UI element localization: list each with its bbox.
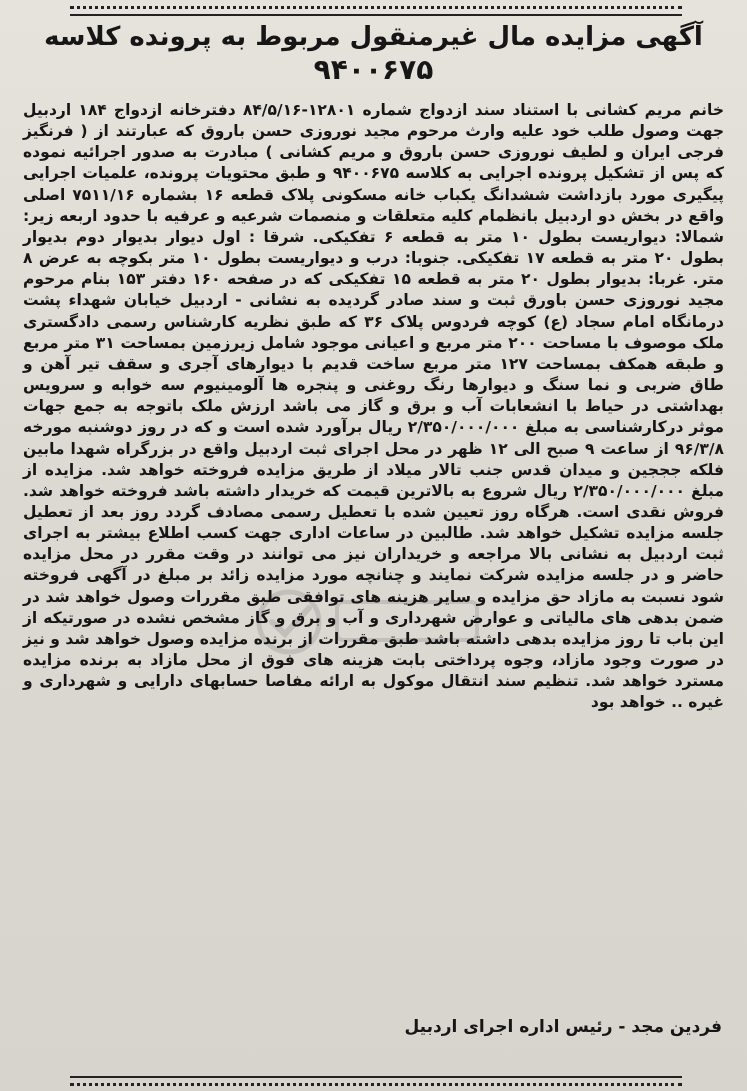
bottom-decorative-border [70,1076,682,1086]
notice-title: آگهی مزایده مال غیرمنقول مربوط به پرونده کلاسه [44,22,703,52]
case-number: ۹۴۰۰۶۷۵ [313,53,434,86]
notice-body: خانم مریم کشانی با استناد سند ازدواج شماره ۱۲۸۰۱-۸۴/۵/۱۶ دفترخانه ازدواج ۱۸۴ اردبیل جهت وصول طلب خود علیه وارث مرحوم مجید نوروزی حسن باروق که عبارتند از ( فرنگیز فرجی ایران و لطیف نوروزی حسن باروق و مریم کشانی ) مبادرت به صدور اجرائیه نموده که پس از تشکیل پرونده اجرایی به کلاسه ۹۴۰۰۶۷۵ و طبق محتویات پرونده، علمیات اجرایی پیگیری مورد بازداشت ششدانگ یکباب خانه مسکونی پلاک قطعه ۱۶ بشماره ۷۵۱۱/۱۶ اصلی واقع در بخش دو اردبیل بانظمام کلیه متعلقات و منصمات شرعیه و عرفیه با حدود اربعه زیر: شمالا: دیواریست بطول ۱۰ متر به قطعه ۶ تفکیکی. شرقا : اول دیوار بدیوار دوم بدیوار بطول ۲۰ متر به قطعه ۱۷ تفکیکی. جنوبا: درب و دیواریست بطول ۱۰ متر بکوچه به عرض ۸ متر. غربا: بدیوار بطول ۲۰ متر به قطعه ۱۵ تفکیکی که در صفحه ۱۶۰ دفتر ۱۵۳ بنام مرحوم مجید نوروزی حسن باورق ثبت و سند صادر گردیده به نشانی - اردبیل خیابان شهداء پشت درمانگاه امام سجاد (ع) کوچه فردوس پلاک ۳۶ که طبق نظریه کارشناس رسمی دادگستری ملک موصوف با مساحت ۲۰۰ متر مربع و اعیانی موجود شامل زیرزمین بمساحت ۳۱ متر مربع و طبقه همکف بمساحت ۱۲۷ متر مربع ساخت قدیم با دیوارهای آجری و سقف تیر آهن و طاق ضربی و نما سنگ و دیوارها رنگ روغنی و پنجره ها آلومینیوم سه خوابه و سرویس بهداشتی در حیاط با انشعابات آب و برق و گاز می باشد ارزش ملک باتوجه به جمع جهات موثر درکارشناسی به مبلغ ۲/۳۵۰/۰۰۰/۰۰۰ ریال برآورد شده است و که در روز دوشنبه مورخه ۹۶/۳/۸ از ساعت ۹ صبح الی ۱۲ ظهر در محل اجرای ثبت اردبیل واقع در بزرگراه شهدا مابین فلکه جججین و میدان قدس جنب تالار میلاد از طریق مزایده فروخته خواهد شد. مزایده از مبلغ ۲/۳۵۰/۰۰۰/۰۰۰ ریال شروع به بالاترین قیمت که خریدار داشته باشد فروخته خواهد شد. فروش نقدی است. هرگاه روز تعیین شده با تعطیل رسمی مصادف گردد روز بعد از تعطیل جلسه مزایده تشکیل خواهد شد. طالبین در ساعات اداری جهت کسب اطلاع بیشتر به اجرای ثبت اردبیل به نشانی بالا مراجعه و خریداران نیز می توانند در وقت مقرر در محل مزایده حاضر و در جلسه مزایده شرکت نمایند و چنانچه مورد مزایده زائد بر مبلغ در آگهی فروخته شود نسبت به مازاد حق مزایده و سایر هزینه های توافقی طبق مقررات وصول خواهد شد در ضمن بدهی های مالیاتی و عوارض شهرداری و آب و برق و گاز مشخص نشده در صورتیکه از این باب تا روز مزایده بدهی داشته باشد طبق مقررات از برنده مزایده وصول خواهد شد و نیز در صورت وجود مازاد، وجوه پرداختی بابت هزینه های فوق از محل مازاد به برنده مزایده مسترد خواهد شد. تنظیم سند انتقال موکول به ارائه مفاصا حسابهای دارایی و شهرداری و غیره .. خواهد بود [23,101,725,712]
signature: فردین مجد - رئیس اداره اجرای اردبیل [404,1017,722,1037]
top-decorative-border [70,6,682,16]
